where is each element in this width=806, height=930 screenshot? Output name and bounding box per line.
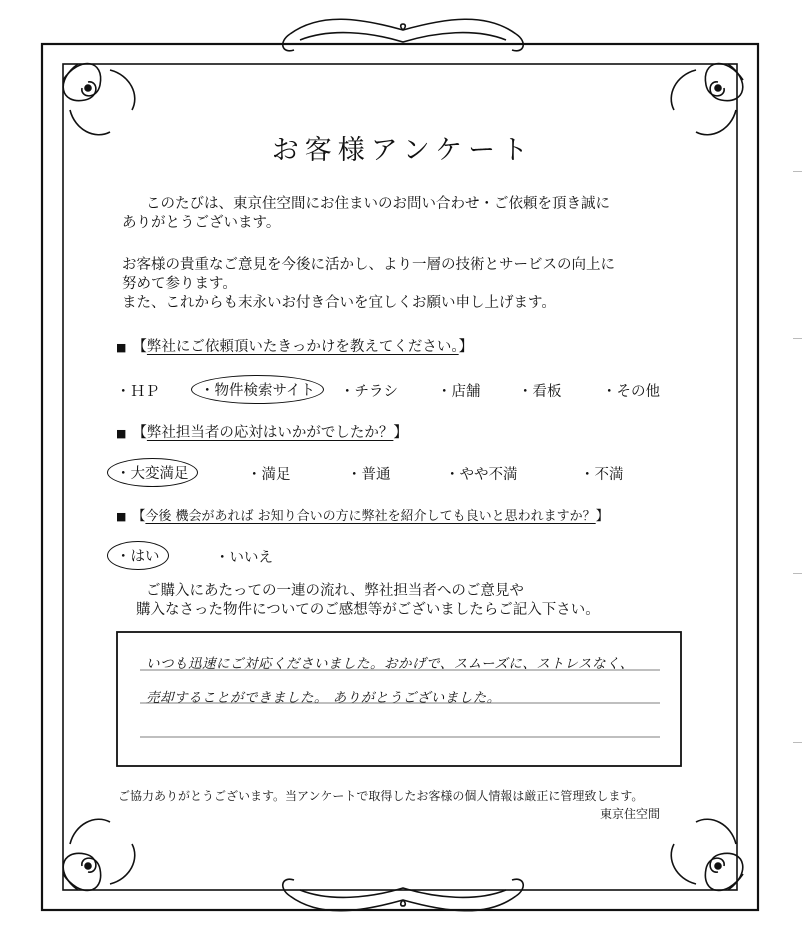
page-title: お客様アンケート — [271, 135, 535, 166]
option-yes[interactable]: ・はい — [107, 541, 169, 570]
question-1-heading — [116, 335, 473, 356]
intro-line: お客様の貴重なご意見を今後に活かし、より一層の技術とサービスの向上に — [122, 257, 615, 273]
scan-mark — [793, 171, 802, 172]
handwritten-answer-line: いつも迅速にご対応くださいました。おかげで、スムーズに、ストレスなく、 — [146, 656, 634, 672]
option-hp[interactable]: ・ＨＰ — [116, 384, 160, 400]
bracket-close: 】 — [393, 425, 408, 441]
corner-flourish-top-left — [63, 64, 135, 135]
square-bullet-icon: ■ — [116, 341, 127, 354]
bracket-close: 】 — [595, 509, 609, 524]
footer-notice: ご協力ありがとうございます。当アンケートで取得したお客様の個人情報は厳正に管理致します。 — [118, 789, 644, 803]
option-other[interactable]: ・その他 — [602, 384, 660, 400]
option-property-search-site[interactable]: ・物件検索サイト — [191, 375, 324, 404]
comment-prompt-line: 購入なさった物件についてのご感想等がございましたらご記入下さい。 — [136, 602, 600, 618]
option-signboard[interactable]: ・看板 — [518, 384, 562, 400]
intro-line: また、これからも末永いお付き合いを宜しくお願い申し上げます。 — [122, 295, 556, 311]
option-store[interactable]: ・店舗 — [437, 384, 481, 400]
question-text: 弊社担当者の応対はいかがでしたか？ — [146, 425, 394, 441]
comment-prompt-line: ご購入にあたっての一連の流れ、弊社担当者へのご意見や — [146, 583, 524, 599]
option-very-satisfied[interactable]: ・大変満足 — [107, 458, 198, 487]
handwritten-answer-line: 売却することができました。 ありがとうございました。 — [146, 690, 501, 706]
option-dissatisfied[interactable]: ・不満 — [580, 467, 624, 483]
option-neutral[interactable]: ・普通 — [347, 467, 391, 483]
option-no[interactable]: ・いいえ — [215, 550, 273, 566]
option-flyer[interactable]: ・チラシ — [340, 384, 398, 400]
square-bullet-icon: ■ — [116, 427, 127, 440]
corner-flourish-top-right — [671, 64, 743, 135]
question-text: 今後 機会があれば お知り合いの方に弊社を紹介しても良いと思われますか？ — [145, 509, 596, 524]
bracket-open: 【 — [132, 339, 147, 355]
bracket-open: 【 — [132, 425, 147, 441]
scan-mark — [793, 742, 802, 743]
bracket-close: 】 — [458, 339, 474, 355]
option-somewhat-dissatisfied[interactable]: ・やや不満 — [445, 467, 518, 483]
bracket-open: 【 — [132, 509, 146, 524]
corner-flourish-bottom-left — [63, 819, 135, 890]
intro-line: このたびは、東京住空間にお住まいのお問い合わせ・ご依頼を頂き誠に — [146, 196, 610, 212]
scroll-ornament-top — [283, 19, 523, 51]
scan-mark — [793, 338, 802, 339]
question-3-heading — [116, 505, 609, 524]
square-bullet-icon: ■ — [116, 510, 127, 523]
corner-flourish-bottom-right — [671, 819, 743, 890]
scroll-ornament-bottom — [283, 879, 523, 911]
option-satisfied[interactable]: ・満足 — [247, 467, 291, 483]
question-2-heading — [116, 421, 408, 442]
scan-mark — [793, 573, 802, 574]
intro-line: ありがとうございます。 — [122, 215, 281, 231]
question-text: 弊社にご依頼頂いたきっかけを教えてください。 — [146, 339, 459, 355]
intro-line: 努めて参ります。 — [122, 276, 237, 292]
footer-company: 東京住空間 — [600, 807, 661, 821]
